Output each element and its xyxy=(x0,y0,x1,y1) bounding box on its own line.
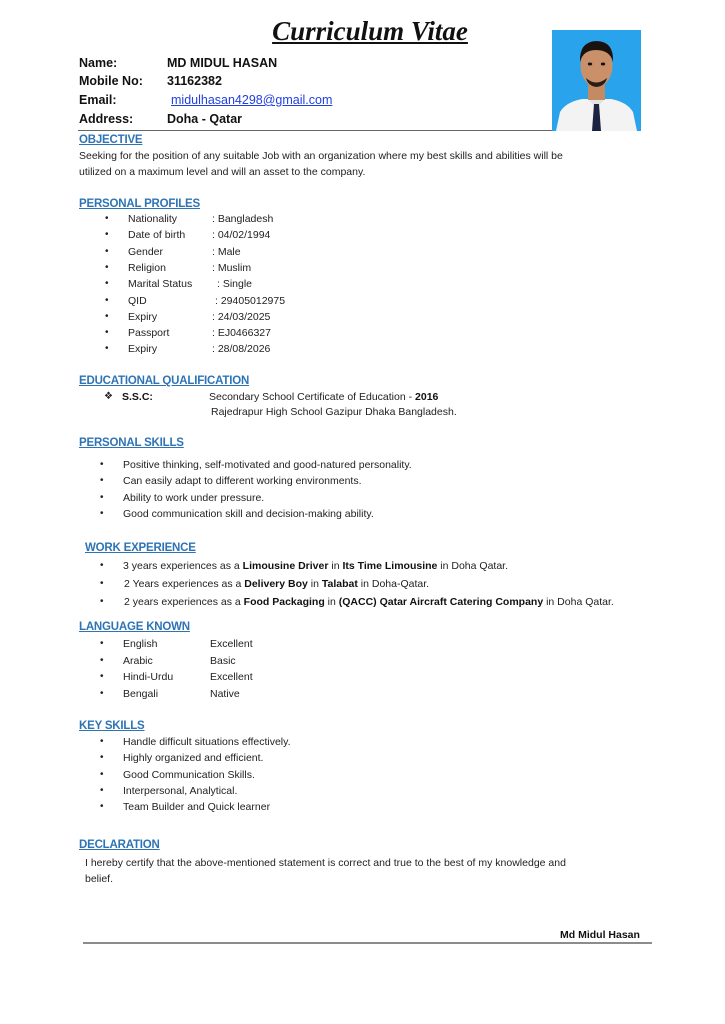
profile-value: : 28/08/2026 xyxy=(212,343,271,356)
profile-value: : 29405012975 xyxy=(215,294,286,307)
work-text-e: in Doha Qatar. xyxy=(437,560,508,572)
bullet-icon: • xyxy=(105,229,109,241)
work-text-a: 2 Years experiences as a xyxy=(124,578,245,590)
header-divider xyxy=(78,130,552,131)
bullet-icon: • xyxy=(100,560,104,571)
work-company: (QACC) Qatar Aircraft Catering Company xyxy=(338,596,544,608)
name-value: MD MIDUL HASAN xyxy=(167,56,278,70)
bullet-icon: • xyxy=(100,578,104,589)
bullet-icon: • xyxy=(105,343,109,355)
personal-skill-text: Good communication skill and decision-making ability. xyxy=(123,507,374,520)
work-text-c: in xyxy=(328,560,343,572)
name-label: Name: xyxy=(79,56,118,70)
bullet-icon: • xyxy=(105,245,109,257)
profile-key: Expiry xyxy=(128,343,158,356)
diamond-bullet-icon: ❖ xyxy=(104,391,113,402)
personal-skill-text: Ability to work under pressure. xyxy=(123,491,265,504)
bullet-icon: • xyxy=(105,294,109,306)
address-value: Doha - Qatar xyxy=(167,112,243,126)
mobile-row xyxy=(79,74,222,88)
objective-line-2: utilized on a maximum level and will an asset to the company. xyxy=(79,166,366,178)
profile-key: Religion xyxy=(128,261,166,274)
address-label: Address: xyxy=(79,112,134,126)
language-level: Excellent xyxy=(210,638,253,650)
work-company: Its Time Limousine xyxy=(342,560,438,572)
bullet-icon: • xyxy=(100,638,104,649)
profile-value: : Single xyxy=(217,278,253,291)
profile-key: Date of birth xyxy=(128,229,186,242)
profile-key: Gender xyxy=(128,245,164,258)
key-skill-text: Handle difficult situations effectively. xyxy=(123,736,291,748)
key-skills-heading: KEY SKILLS xyxy=(79,720,145,732)
profile-photo xyxy=(552,30,641,131)
bullet-icon: • xyxy=(105,278,109,290)
email-link[interactable]: midulhasan4298@gmail.com xyxy=(171,93,333,107)
signature-name: Md Midul Hasan xyxy=(560,929,640,941)
work-experience-heading: WORK EXPERIENCE xyxy=(85,542,196,554)
language-name: Bengali xyxy=(123,687,159,700)
bullet-icon: • xyxy=(100,491,104,503)
education-heading: EDUCATIONAL QUALIFICATION xyxy=(79,375,250,387)
profile-key: Passport xyxy=(128,327,170,340)
language-name: Arabic xyxy=(123,654,153,667)
declaration-line-2: belief. xyxy=(85,873,114,885)
bullet-icon: • xyxy=(100,752,104,764)
work-text-a: 3 years experiences as a xyxy=(123,560,243,572)
objective-line-1: Seeking for the position of any suitable Job with an organization where my best skills and abilities will be xyxy=(79,150,563,162)
objective-heading: OBJECTIVE xyxy=(79,134,143,146)
key-skill-text: Interpersonal, Analytical. xyxy=(123,784,238,797)
bullet-icon: • xyxy=(100,801,104,813)
profile-key: Marital Status xyxy=(128,278,193,291)
declaration-heading: DECLARATION xyxy=(79,839,160,851)
personal-profiles-heading: PERSONAL PROFILES xyxy=(79,198,200,210)
work-text-c: in xyxy=(307,578,322,590)
cv-title: Curriculum Vitae xyxy=(272,16,468,46)
personal-skill-text: Can easily adapt to different working environments. xyxy=(123,475,362,488)
mobile-value: 31162382 xyxy=(167,74,222,88)
bullet-icon: • xyxy=(105,213,109,224)
education-degree: S.S.C: xyxy=(122,391,153,403)
education-school: Rajedrapur High School Gazipur Dhaka Bangladesh. xyxy=(211,406,457,418)
bullet-icon: • xyxy=(100,784,104,796)
bullet-icon: • xyxy=(100,507,104,519)
personal-skill-text: Positive thinking, self-motivated and good-natured personality. xyxy=(123,459,412,471)
work-role: Food Packaging xyxy=(243,596,325,608)
profile-key: QID xyxy=(128,294,147,307)
bullet-icon: • xyxy=(100,596,104,607)
profile-value: : Male xyxy=(212,245,241,258)
profile-value: : 24/03/2025 xyxy=(212,310,271,323)
work-text-a: 2 years experiences as a xyxy=(124,596,244,608)
email-label: Email: xyxy=(79,93,117,107)
language-level: Excellent xyxy=(210,671,253,683)
profile-value: : Bangladesh xyxy=(212,213,274,225)
bullet-icon: • xyxy=(105,327,109,339)
work-role: Delivery Boy xyxy=(244,578,308,590)
language-name: Hindi-Urdu xyxy=(123,671,174,683)
email-row xyxy=(79,93,332,107)
work-text-e: in Doha-Qatar. xyxy=(357,578,430,590)
bullet-icon: • xyxy=(105,261,109,273)
profile-value: : Muslim xyxy=(212,261,252,274)
profile-key: Nationality xyxy=(128,213,178,225)
work-role: Limousine Driver xyxy=(242,560,329,572)
education-desc-text: Secondary School Certificate of Education - xyxy=(209,391,416,403)
work-text xyxy=(123,560,508,572)
language-level: Basic xyxy=(210,654,236,667)
work-text xyxy=(124,578,429,590)
language-name: English xyxy=(123,638,158,650)
bullet-icon: • xyxy=(100,475,104,487)
language-heading: LANGUAGE KNOWN xyxy=(79,621,190,633)
key-skill-text: Good Communication Skills. xyxy=(123,768,255,781)
education-year: 2016 xyxy=(415,391,439,403)
profile-key: Expiry xyxy=(128,310,158,323)
bullet-icon: • xyxy=(100,671,104,682)
work-company: Talabat xyxy=(321,578,358,590)
profile-value: : 04/02/1994 xyxy=(212,229,271,242)
declaration-line-1: I hereby certify that the above-mentioned statement is correct and true to the best of my knowledge and xyxy=(85,857,566,869)
profile-value: : EJ0466327 xyxy=(212,327,271,340)
bullet-icon: • xyxy=(100,687,104,699)
bullet-icon: • xyxy=(100,736,104,747)
work-text-e: in Doha Qatar. xyxy=(543,596,614,608)
bullet-icon: • xyxy=(105,310,109,322)
address-row xyxy=(79,112,242,126)
key-skill-text: Highly organized and efficient. xyxy=(123,752,264,765)
work-text xyxy=(124,596,614,608)
bullet-icon: • xyxy=(100,768,104,780)
key-skill-text: Team Builder and Quick learner xyxy=(123,801,271,814)
bullet-icon: • xyxy=(100,654,104,666)
education-desc xyxy=(209,391,438,403)
mobile-label: Mobile No: xyxy=(79,74,143,88)
footer-divider xyxy=(83,942,652,944)
personal-skills-heading: PERSONAL SKILLS xyxy=(79,437,184,449)
bullet-icon: • xyxy=(100,459,104,470)
name-row xyxy=(79,56,277,70)
work-text-c: in xyxy=(324,596,339,608)
language-level: Native xyxy=(210,687,240,700)
